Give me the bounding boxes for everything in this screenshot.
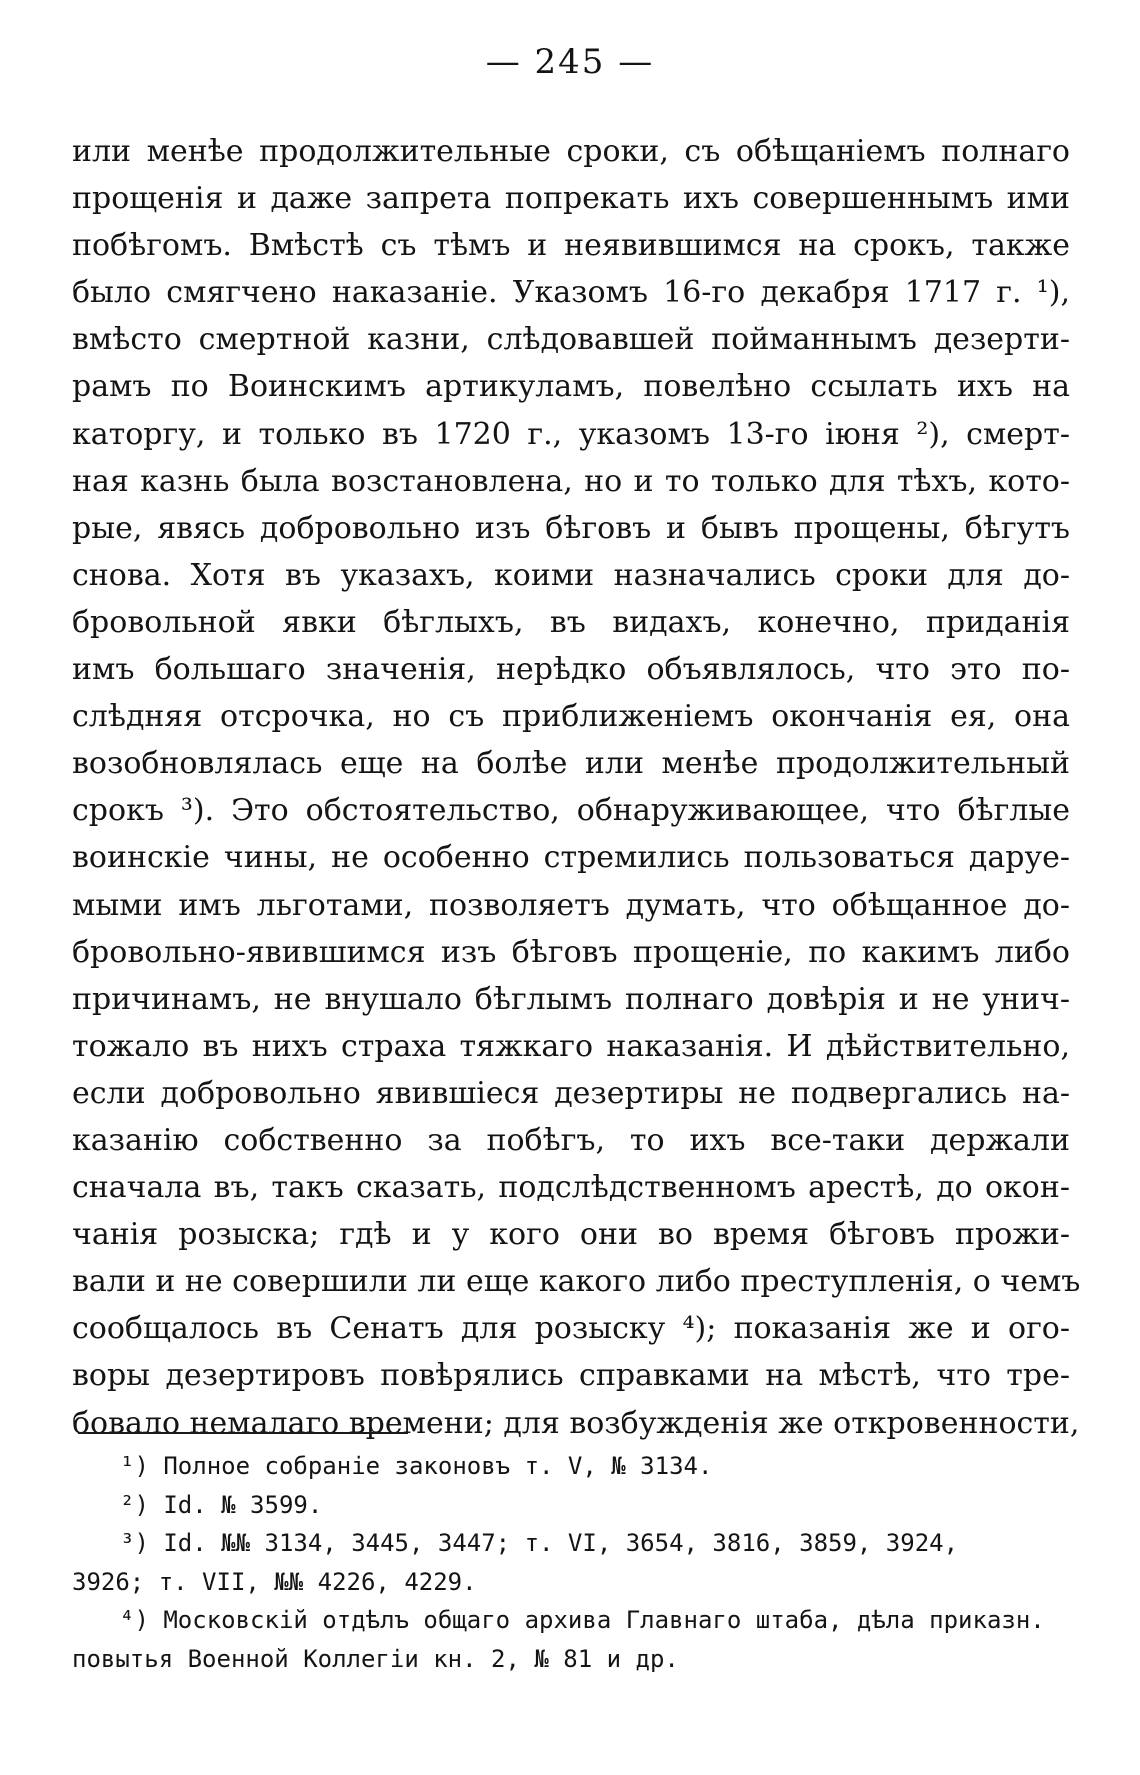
main-text <box>72 128 1081 1447</box>
text-line: срокъ ³). Это обстоятельство, обнаруживающее, что бѣглые <box>72 793 1070 829</box>
text-line: причинамъ, не внушало бѣглымъ полнаго довѣрія и не унич- <box>72 981 1070 1017</box>
text-line: вмѣсто смертной казни, слѣдовавшей пойманнымъ дезерти- <box>72 322 1070 358</box>
text-line: сначала въ, такъ сказать, подслѣдственномъ арестѣ, до окон- <box>72 1170 1070 1206</box>
footnote-3-continuation: 3926; т. VII, №№ 4226, 4229. <box>72 1567 477 1596</box>
text-line: прощенія и даже запрета попрекать ихъ совершеннымъ ими <box>72 181 1070 217</box>
footnote-4-continuation: повытья Военной Коллегіи кн. 2, № 81 и др. <box>72 1644 679 1673</box>
text-line: бовало немалаго времени; для возбужденія же откровенности, <box>72 1405 1080 1441</box>
text-line: слѣдняя отсрочка, но съ приближеніемъ окончанія ея, она <box>72 699 1070 735</box>
footnote-1: ¹) Полное собраніе законовъ т. V, № 3134. <box>120 1452 713 1480</box>
text-line: каторгу, и только въ 1720 г., указомъ 13-го іюня ²), смерт- <box>72 416 1070 452</box>
text-line: если добровольно явившіеся дезертиры не подвергались на- <box>72 1075 1070 1111</box>
text-line: казанію собственно за побѣгъ, то ихъ все-таки держали <box>72 1122 1070 1158</box>
text-line: вали и не совершили ли еще какого либо преступленія, о чемъ <box>72 1264 1081 1300</box>
text-line: возобновлялась еще на болѣе или менѣе продолжительный <box>72 746 1070 782</box>
text-line: воинскіе чины, не особенно стремились пользоваться даруе- <box>72 840 1070 876</box>
text-line: снова. Хотя въ указахъ, коими назначались сроки для до- <box>72 557 1070 593</box>
footnote-4: ⁴) Московскій отдѣлъ общаго архива Главнаго штаба, дѣла приказн. <box>120 1606 1045 1634</box>
text-line: рые, явясь добровольно изъ бѣговъ и бывъ прощены, бѣгутъ <box>72 510 1070 546</box>
text-line: воры дезертировъ повѣрялись справками на мѣстѣ, что тре- <box>72 1358 1070 1394</box>
text-line: побѣгомъ. Вмѣстѣ съ тѣмъ и неявившимся на срокъ, также <box>72 228 1070 264</box>
text-line: тожало въ нихъ страха тяжкаго наказанія. И дѣйствительно, <box>72 1028 1070 1064</box>
text-line: сообщалось въ Сенатъ для розыску ⁴); показанія же и ого- <box>72 1311 1070 1347</box>
text-line: бровольной явки бѣглыхъ, въ видахъ, конечно, приданія <box>72 604 1070 640</box>
footnote-divider <box>78 1432 408 1434</box>
text-line: чанія розыска; гдѣ и у кого они во время бѣговъ прожи- <box>72 1217 1070 1253</box>
text-line: мыми имъ льготами, позволяетъ думать, что обѣщанное до- <box>72 887 1070 923</box>
text-line: было смягчено наказаніе. Указомъ 16-го декабря 1717 г. ¹), <box>72 275 1070 311</box>
footnote-2: ²) Id. № 3599. <box>120 1490 323 1519</box>
text-line: ная казнь была возстановлена, но и то только для тѣхъ, кото- <box>72 463 1070 499</box>
text-line: рамъ по Воинскимъ артикуламъ, повелѣно ссылать ихъ на <box>72 369 1070 405</box>
text-line: или менѣе продолжительные сроки, съ обѣщаніемъ полнаго <box>72 134 1070 169</box>
page-number: — 245 — <box>485 42 655 82</box>
text-line: бровольно-явившимся изъ бѣговъ прощеніе, по какимъ либо <box>72 934 1070 970</box>
footnote-3: ³) Id. №№ 3134, 3445, 3447; т. VI, 3654, 3816, 3859, 3924, <box>120 1529 959 1557</box>
footnotes <box>72 1447 1070 1678</box>
text-line: имъ большаго значенія, нерѣдко объявлялось, что это по- <box>72 652 1070 688</box>
